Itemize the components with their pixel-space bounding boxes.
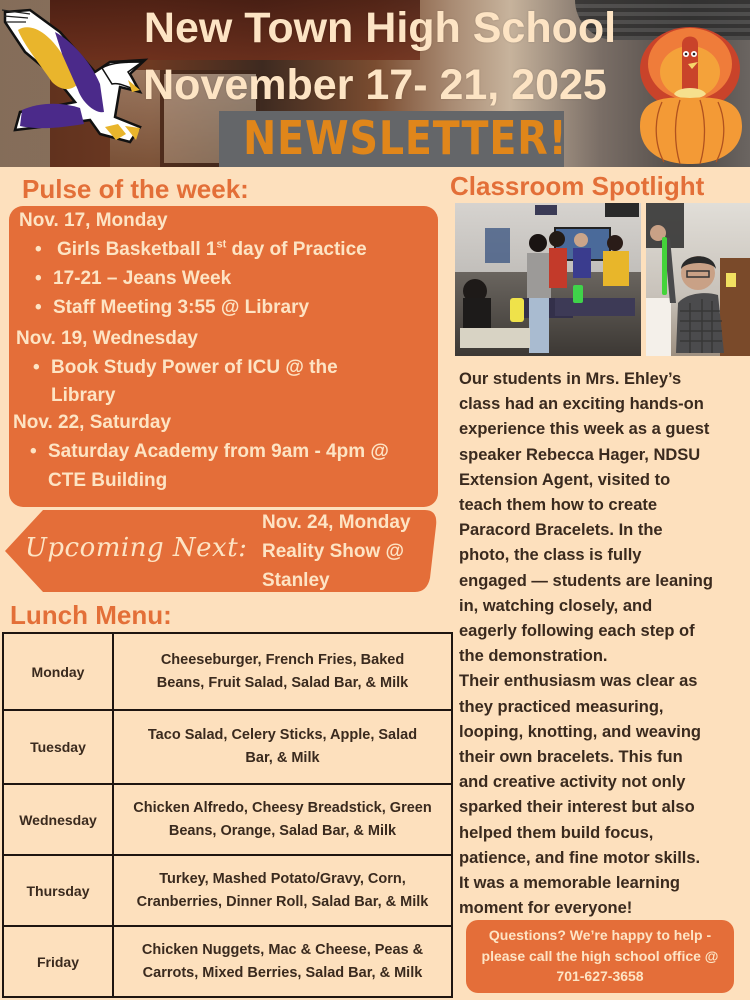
newsletter-date-range: November 17- 21, 2025 (143, 61, 607, 109)
pulse-event-item: • Staff Meeting 3:55 @ Library (35, 294, 309, 322)
contact-line: please call the high school office @ (481, 947, 719, 964)
contact-phone: 701-627-3658 (556, 968, 644, 984)
lunch-menu-cell: Chicken Alfredo, Cheesy Breadstick, Green Beans, Orange, Salad Bar, & Milk (113, 784, 452, 855)
pulse-event-item: • 17-21 – Jeans Week (35, 265, 231, 293)
newsletter-banner (219, 111, 568, 167)
pulse-day-heading: Nov. 22, Saturday (13, 412, 172, 433)
student-bracelet-photo (646, 203, 750, 356)
pulse-event-item-continued: CTE Building (48, 470, 168, 491)
upcoming-next-banner (5, 508, 438, 594)
newsletter-banner-text: NEWSLETTER! (243, 111, 568, 165)
lunch-menu-table (2, 632, 453, 998)
lunch-menu-cell: Turkey, Mashed Potato/Gravy, Corn, Cranberries, Dinner Roll, Salad Bar, & Milk (113, 855, 452, 926)
pulse-day-heading: Nov. 17, Monday (19, 210, 168, 231)
school-name-title: New Town High School (143, 4, 617, 52)
pulse-section-title: Pulse of the week: (22, 174, 249, 204)
pulse-event-item-continued: Library (51, 385, 116, 406)
lunch-day-cell: Thursday (3, 855, 113, 926)
pulse-events-panel (9, 206, 438, 507)
pulse-day-heading: Nov. 19, Wednesday (16, 328, 198, 349)
upcoming-label: Upcoming Next: (25, 533, 248, 563)
bullet-icon: • (35, 268, 42, 289)
turkey-pumpkin-icon (632, 14, 750, 166)
upcoming-event-detail: Nov. 24, Monday Reality Show @ Stanley (262, 512, 411, 591)
bullet-icon: • (35, 239, 42, 260)
table-row (3, 855, 452, 926)
lunch-menu-cell: Chicken Nuggets, Mac & Cheese, Peas & Carrots, Mixed Berries, Salad Bar, & Milk (113, 926, 452, 997)
bullet-icon: • (33, 357, 40, 378)
header-banner (0, 0, 750, 167)
contact-line: Questions? We’re happy to help - (488, 927, 712, 943)
lunch-day-cell: Friday (3, 926, 113, 997)
contact-info-box (466, 920, 734, 993)
table-row (3, 926, 452, 997)
table-row (3, 710, 452, 784)
lunch-day-cell: Wednesday (3, 784, 113, 855)
spotlight-section-title: Classroom Spotlight (450, 171, 705, 201)
lunch-menu-cell: Cheeseburger, French Fries, Baked Beans, Fruit Salad, Salad Bar, & Milk (113, 633, 452, 710)
bullet-icon: • (35, 297, 42, 318)
lunch-menu-cell: Taco Salad, Celery Sticks, Apple, Salad Bar, & Milk (113, 710, 452, 784)
pulse-event-item: • Book Study Power of ICU @ the (33, 354, 338, 382)
lunch-day-cell: Monday (3, 633, 113, 710)
table-row (3, 633, 452, 710)
lunch-section-title: Lunch Menu: (10, 600, 172, 630)
spotlight-article-text: Our students in Mrs. Ehley’s class had an exciting hands-on experience this week as a guest speaker Rebecca Hager, NDSU Extension Agent, visited to teach them how to create Paracord Bracelets. In the photo, the class is fully engaged — students are leaning in, watching closely, and eagerly following each step of the demonstration. Their enthusiasm was clear as they practiced measuring, looping, knotting, and weaving their own bracelets. This fun and creative activity not only sparked their interest but also helped them build focus, patience, and fine motor skills. It was a memorable learning moment for everyone! (459, 370, 713, 918)
classroom-group-photo (455, 203, 641, 356)
pulse-event-item: • Girls Basketball 1st day of Practice (35, 236, 367, 264)
pulse-event-item: • Saturday Academy from 9am - 4pm @ (30, 438, 389, 466)
table-row (3, 784, 452, 855)
lunch-day-cell: Tuesday (3, 710, 113, 784)
bullet-icon: • (30, 441, 37, 462)
